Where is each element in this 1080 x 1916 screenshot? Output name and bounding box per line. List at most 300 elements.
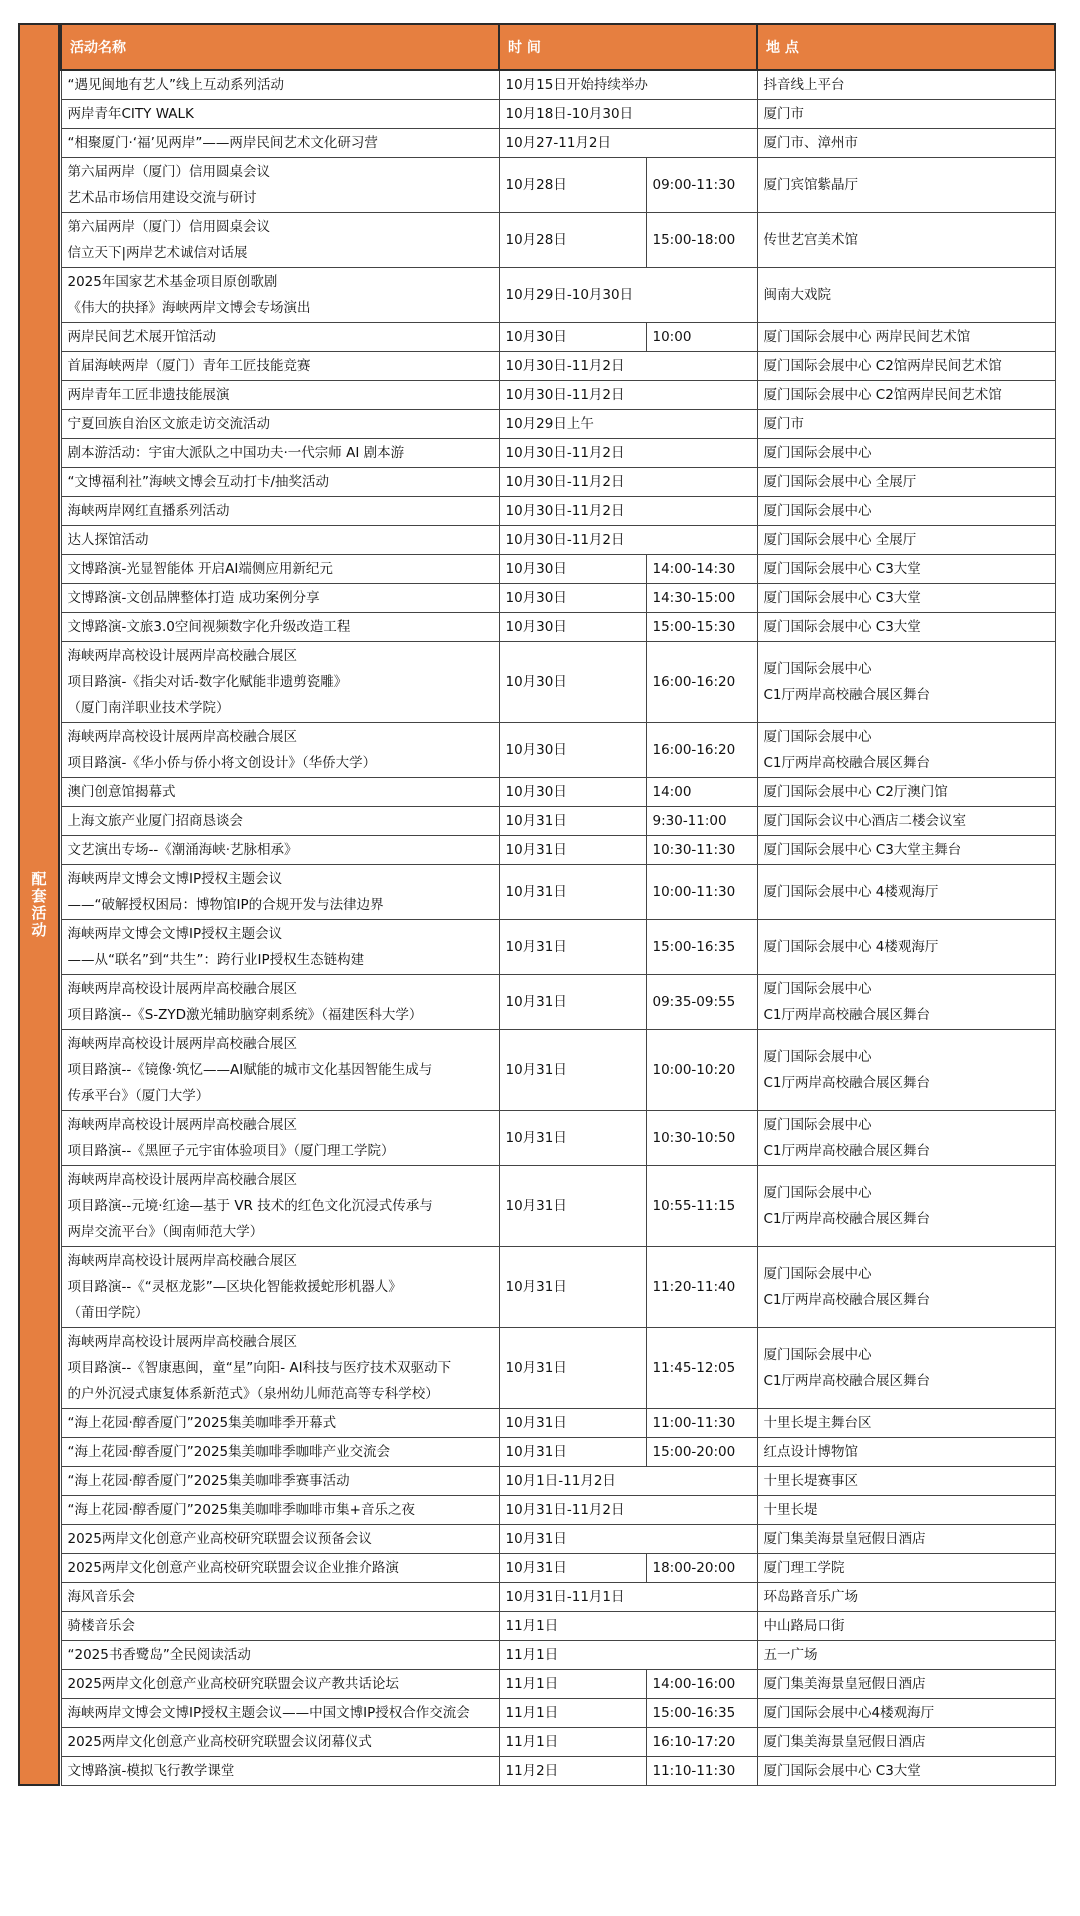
table-row bbox=[61, 1467, 1055, 1496]
table-row bbox=[61, 778, 1055, 807]
activity-place-line: 厦门国际会展中心 C3大堂 bbox=[763, 1763, 921, 1779]
activity-name bbox=[61, 129, 499, 158]
activity-name-line: 艺术品市场信用建设交流与研讨 bbox=[67, 190, 257, 206]
table-row bbox=[61, 1525, 1055, 1554]
activity-name bbox=[61, 1728, 499, 1757]
activity-time: 15:00-15:30 bbox=[646, 613, 757, 642]
activity-time: 11:45-12:05 bbox=[646, 1328, 757, 1409]
activity-place bbox=[757, 410, 1055, 439]
activity-date: 10月31日 bbox=[499, 1030, 646, 1111]
activity-name-line: （莆田学院） bbox=[67, 1305, 149, 1321]
table-row bbox=[61, 323, 1055, 352]
table-row bbox=[61, 1757, 1055, 1786]
activity-date: 10月31日 bbox=[499, 1409, 646, 1438]
activity-time: 15:00-20:00 bbox=[646, 1438, 757, 1467]
activity-name bbox=[61, 1438, 499, 1467]
activity-place-line: C1厅两岸高校融合展区舞台 bbox=[763, 1292, 931, 1308]
activity-place-line: 厦门国际会展中心 bbox=[763, 1266, 872, 1282]
activity-date: 11月2日 bbox=[499, 1757, 646, 1786]
activity-name bbox=[61, 1496, 499, 1525]
activity-name-line: 海峡两岸高校设计展两岸高校融合展区 bbox=[67, 729, 297, 745]
activity-place bbox=[757, 1757, 1055, 1786]
activity-place bbox=[757, 1438, 1055, 1467]
activity-place-line: 厦门国际会展中心4楼观海厅 bbox=[763, 1705, 935, 1721]
activity-name-line: 澳门创意馆揭幕式 bbox=[67, 784, 176, 800]
activity-name-line: 海峡两岸文博会文博IP授权主题会议——中国文博IP授权合作交流会 bbox=[67, 1705, 470, 1721]
activity-name-line: 海峡两岸高校设计展两岸高校融合展区 bbox=[67, 648, 297, 664]
activity-name bbox=[61, 1554, 499, 1583]
activity-place-line: 厦门国际会展中心 C3大堂 bbox=[763, 590, 921, 606]
activity-date: 11月1日 bbox=[499, 1699, 646, 1728]
activity-place bbox=[757, 1328, 1055, 1409]
activity-name-line: 两岸青年CITY WALK bbox=[67, 106, 194, 122]
activity-name bbox=[61, 100, 499, 129]
activity-place-line: 厦门国际会展中心 C3大堂主舞台 bbox=[763, 842, 962, 858]
activity-date: 10月31日 bbox=[499, 1328, 646, 1409]
activity-place bbox=[757, 352, 1055, 381]
activity-date: 11月1日 bbox=[499, 1641, 757, 1670]
activity-name bbox=[61, 1247, 499, 1328]
activity-name-line: “海上花园·醇香厦门”2025集美咖啡季咖啡产业交流会 bbox=[67, 1444, 391, 1460]
activity-place-line: 厦门国际会展中心 bbox=[763, 729, 872, 745]
activity-place bbox=[757, 836, 1055, 865]
activity-name-line: 两岸青年工匠非遗技能展演 bbox=[67, 387, 230, 403]
activity-place bbox=[757, 323, 1055, 352]
header-place: 地 点 bbox=[757, 24, 1055, 70]
activity-place bbox=[757, 1612, 1055, 1641]
side-label-text: 配套活动 bbox=[29, 870, 48, 939]
activity-place bbox=[757, 381, 1055, 410]
activity-time: 11:10-11:30 bbox=[646, 1757, 757, 1786]
activity-place bbox=[757, 1030, 1055, 1111]
activity-name bbox=[61, 1328, 499, 1409]
activity-time: 15:00-16:35 bbox=[646, 1699, 757, 1728]
activity-place-line: 厦门国际会展中心 bbox=[763, 503, 872, 519]
activity-name-line: “2025书香鹭岛”全民阅读活动 bbox=[67, 1647, 251, 1663]
activity-place-line: 中山路局口街 bbox=[763, 1618, 845, 1634]
activity-place-line: 厦门国际会展中心 C3大堂 bbox=[763, 619, 921, 635]
activity-name-line: 两岸交流平台》（闽南师范大学） bbox=[67, 1224, 264, 1240]
activity-place bbox=[757, 1496, 1055, 1525]
activity-place-line: 厦门市 bbox=[763, 416, 804, 432]
activity-date: 10月30日-11月2日 bbox=[499, 352, 757, 381]
activity-date: 10月30日-11月2日 bbox=[499, 439, 757, 468]
activity-table bbox=[60, 23, 1056, 1786]
activity-name bbox=[61, 807, 499, 836]
table-row bbox=[61, 439, 1055, 468]
table-row bbox=[61, 381, 1055, 410]
activity-name bbox=[61, 526, 499, 555]
activity-place-line: 厦门国际会展中心 bbox=[763, 661, 872, 677]
activity-place-line: 厦门国际会展中心 C2厅澳门馆 bbox=[763, 784, 948, 800]
activity-name-line: 海峡两岸高校设计展两岸高校融合展区 bbox=[67, 981, 297, 997]
activity-date: 10月30日-11月2日 bbox=[499, 381, 757, 410]
activity-time: 16:00-16:20 bbox=[646, 723, 757, 778]
activity-name-line: “相聚厦门·‘福’见两岸”——两岸民间艺术文化研习营 bbox=[67, 135, 378, 151]
activity-name-line: 项目路演--《S-ZYD激光辅助脑穿刺系统》（福建医科大学） bbox=[67, 1007, 423, 1023]
activity-place bbox=[757, 975, 1055, 1030]
activity-date: 10月18日-10月30日 bbox=[499, 100, 757, 129]
activity-place bbox=[757, 213, 1055, 268]
activity-name-line: “海上花园·醇香厦门”2025集美咖啡季开幕式 bbox=[67, 1415, 337, 1431]
activity-time: 16:10-17:20 bbox=[646, 1728, 757, 1757]
activity-date: 10月31日 bbox=[499, 1111, 646, 1166]
activity-time: 10:00-10:20 bbox=[646, 1030, 757, 1111]
activity-place bbox=[757, 613, 1055, 642]
activity-date: 10月30日-11月2日 bbox=[499, 526, 757, 555]
activity-name bbox=[61, 584, 499, 613]
activity-place bbox=[757, 1641, 1055, 1670]
activity-date: 10月15日开始持续举办 bbox=[499, 70, 757, 100]
activity-name bbox=[61, 1641, 499, 1670]
activity-date: 10月30日 bbox=[499, 778, 646, 807]
activity-place-line: 厦门国际会展中心 bbox=[763, 1347, 872, 1363]
activity-name bbox=[61, 1166, 499, 1247]
activity-place bbox=[757, 1409, 1055, 1438]
activity-date: 10月27-11月2日 bbox=[499, 129, 757, 158]
activity-place-line: C1厅两岸高校融合展区舞台 bbox=[763, 755, 931, 771]
activity-name bbox=[61, 1467, 499, 1496]
table-row bbox=[61, 807, 1055, 836]
activity-name bbox=[61, 642, 499, 723]
activity-date: 10月31日 bbox=[499, 836, 646, 865]
activity-place-line: 十里长堤赛事区 bbox=[763, 1473, 858, 1489]
activity-place-line: 十里长堤 bbox=[763, 1502, 818, 1518]
activity-time: 10:30-11:30 bbox=[646, 836, 757, 865]
activity-date: 10月31日-11月1日 bbox=[499, 1583, 757, 1612]
schedule-table bbox=[18, 23, 1054, 1786]
activity-name-line: 宁夏回族自治区文旅走访交流活动 bbox=[67, 416, 270, 432]
activity-place bbox=[757, 1247, 1055, 1328]
activity-time: 09:00-11:30 bbox=[646, 158, 757, 213]
activity-name-line: 上海文旅产业厦门招商恳谈会 bbox=[67, 813, 243, 829]
activity-date: 10月31日 bbox=[499, 1525, 757, 1554]
activity-name bbox=[61, 410, 499, 439]
table-row bbox=[61, 613, 1055, 642]
activity-date: 10月31日 bbox=[499, 920, 646, 975]
activity-place bbox=[757, 526, 1055, 555]
table-row bbox=[61, 352, 1055, 381]
activity-name-line: 剧本游活动：宇宙大派队之中国功夫·一代宗师 AI 剧本游 bbox=[67, 445, 405, 461]
activity-name-line: 第六届两岸（厦门）信用圆桌会议 bbox=[67, 164, 270, 180]
activity-name-line: 海风音乐会 bbox=[67, 1589, 135, 1605]
activity-time: 15:00-18:00 bbox=[646, 213, 757, 268]
activity-date: 10月31日 bbox=[499, 807, 646, 836]
activity-name-line: ——“破解授权困局：博物馆IP的合规开发与法律边界 bbox=[67, 897, 384, 913]
activity-place-line: 厦门集美海景皇冠假日酒店 bbox=[763, 1734, 926, 1750]
activity-name-line: 文博路演-光显智能体 开启AI端侧应用新纪元 bbox=[67, 561, 333, 577]
activity-place bbox=[757, 1554, 1055, 1583]
activity-name bbox=[61, 497, 499, 526]
activity-date: 11月1日 bbox=[499, 1670, 646, 1699]
activity-place-line: 厦门国际会展中心 4楼观海厅 bbox=[763, 939, 939, 955]
activity-name bbox=[61, 555, 499, 584]
activity-name-line: 项目路演--《镜像·筑忆——AI赋能的城市文化基因智能生成与 bbox=[67, 1062, 433, 1078]
activity-name-line: 项目路演--元境·红途—基于 VR 技术的红色文化沉浸式传承与 bbox=[67, 1198, 433, 1214]
activity-place-line: 厦门集美海景皇冠假日酒店 bbox=[763, 1531, 926, 1547]
table-row bbox=[61, 642, 1055, 723]
activity-place bbox=[757, 1525, 1055, 1554]
activity-place bbox=[757, 468, 1055, 497]
activity-place-line: C1厅两岸高校融合展区舞台 bbox=[763, 687, 931, 703]
activity-name bbox=[61, 613, 499, 642]
table-row bbox=[61, 1612, 1055, 1641]
header-row bbox=[61, 24, 1055, 70]
activity-place-line: 厦门国际会展中心 bbox=[763, 1049, 872, 1065]
activity-name-line: 2025两岸文化创意产业高校研究联盟会议产教共话论坛 bbox=[67, 1676, 399, 1692]
header-name: 活动名称 bbox=[61, 24, 499, 70]
table-row bbox=[61, 158, 1055, 213]
activity-time: 14:00-14:30 bbox=[646, 555, 757, 584]
header-time: 时 间 bbox=[499, 24, 757, 70]
activity-name bbox=[61, 213, 499, 268]
activity-name-line: 项目路演--《黑匣子元宇宙体验项目》（厦门理工学院） bbox=[67, 1143, 395, 1159]
activity-place-line: 厦门国际会展中心 C3大堂 bbox=[763, 561, 921, 577]
table-row bbox=[61, 723, 1055, 778]
activity-place-line: 厦门国际会展中心 C2馆两岸民间艺术馆 bbox=[763, 358, 1002, 374]
activity-name-line: 项目路演-《华小侨与侨小将文创设计》（华侨大学） bbox=[67, 755, 377, 771]
table-row bbox=[61, 100, 1055, 129]
activity-name bbox=[61, 1583, 499, 1612]
activity-name-line: 海峡两岸文博会文博IP授权主题会议 bbox=[67, 871, 283, 887]
activity-place bbox=[757, 100, 1055, 129]
activity-place bbox=[757, 439, 1055, 468]
activity-place-line: 厦门宾馆紫晶厅 bbox=[763, 177, 858, 193]
activity-name-line: 项目路演--《智康惠闽，童“星”向阳- AI科技与医疗技术双驱动下 bbox=[67, 1360, 452, 1376]
activity-place bbox=[757, 920, 1055, 975]
activity-place-line: 厦门国际会展中心 4楼观海厅 bbox=[763, 884, 939, 900]
activity-name-line: 文博路演-文创品牌整体打造 成功案例分享 bbox=[67, 590, 320, 606]
activity-name-line: 《伟大的抉择》海峡两岸文博会专场演出 bbox=[67, 300, 311, 316]
activity-name bbox=[61, 323, 499, 352]
activity-date: 10月30日 bbox=[499, 584, 646, 613]
activity-time: 14:30-15:00 bbox=[646, 584, 757, 613]
activity-name-line: 海峡两岸高校设计展两岸高校融合展区 bbox=[67, 1036, 297, 1052]
activity-name bbox=[61, 268, 499, 323]
activity-name-line: 文博路演-模拟飞行教学课堂 bbox=[67, 1763, 235, 1779]
activity-name-line: 第六届两岸（厦门）信用圆桌会议 bbox=[67, 219, 270, 235]
activity-date: 10月30日 bbox=[499, 323, 646, 352]
activity-place bbox=[757, 158, 1055, 213]
activity-date: 10月31日 bbox=[499, 865, 646, 920]
activity-date: 10月31日 bbox=[499, 1166, 646, 1247]
activity-date: 10月30日 bbox=[499, 555, 646, 584]
activity-place-line: C1厅两岸高校融合展区舞台 bbox=[763, 1075, 931, 1091]
activity-time: 18:00-20:00 bbox=[646, 1554, 757, 1583]
activity-date: 10月30日-11月2日 bbox=[499, 497, 757, 526]
activity-name-line: “遇见闽地有艺人”线上互动系列活动 bbox=[67, 77, 284, 93]
table-row bbox=[61, 865, 1055, 920]
activity-name-line: （厦门南洋职业技术学院） bbox=[67, 700, 230, 716]
activity-place bbox=[757, 778, 1055, 807]
activity-place bbox=[757, 642, 1055, 723]
activity-place bbox=[757, 1699, 1055, 1728]
activity-time: 10:00-11:30 bbox=[646, 865, 757, 920]
activity-date: 10月31日 bbox=[499, 1247, 646, 1328]
activity-name-line: “海上花园·醇香厦门”2025集美咖啡季赛事活动 bbox=[67, 1473, 350, 1489]
table-row bbox=[61, 1247, 1055, 1328]
activity-name-line: 文博路演-文旅3.0空间视频数字化升级改造工程 bbox=[67, 619, 351, 635]
activity-date: 10月30日 bbox=[499, 642, 646, 723]
table-row bbox=[61, 1699, 1055, 1728]
table-row bbox=[61, 836, 1055, 865]
activity-name bbox=[61, 1757, 499, 1786]
table-row bbox=[61, 1670, 1055, 1699]
activity-name-line: 海峡两岸高校设计展两岸高校融合展区 bbox=[67, 1334, 297, 1350]
activity-date: 10月30日 bbox=[499, 723, 646, 778]
activity-place-line: C1厅两岸高校融合展区舞台 bbox=[763, 1211, 931, 1227]
activity-date: 10月29日-10月30日 bbox=[499, 268, 757, 323]
activity-name-line: 海峡两岸文博会文博IP授权主题会议 bbox=[67, 926, 283, 942]
activity-place-line: 厦门国际会展中心 两岸民间艺术馆 bbox=[763, 329, 971, 345]
table-row bbox=[61, 497, 1055, 526]
activity-time: 14:00 bbox=[646, 778, 757, 807]
activity-name bbox=[61, 723, 499, 778]
table-row bbox=[61, 70, 1055, 100]
activity-place-line: 厦门国际会议中心酒店二楼会议室 bbox=[763, 813, 966, 829]
activity-date: 10月31日-11月2日 bbox=[499, 1496, 757, 1525]
table-row bbox=[61, 584, 1055, 613]
activity-place-line: 厦门国际会展中心 bbox=[763, 445, 872, 461]
activity-name bbox=[61, 865, 499, 920]
table-row bbox=[61, 1328, 1055, 1409]
table-row bbox=[61, 1166, 1055, 1247]
table-row bbox=[61, 920, 1055, 975]
activity-name-line: 海峡两岸高校设计展两岸高校融合展区 bbox=[67, 1172, 297, 1188]
activity-place-line: C1厅两岸高校融合展区舞台 bbox=[763, 1373, 931, 1389]
activity-date: 10月30日-11月2日 bbox=[499, 468, 757, 497]
table-row bbox=[61, 410, 1055, 439]
activity-name-line: 海峡两岸网红直播系列活动 bbox=[67, 503, 230, 519]
activity-name-line: 骑楼音乐会 bbox=[67, 1618, 135, 1634]
activity-name-line: ——从“联名”到“共生”：跨行业IP授权生态链构建 bbox=[67, 952, 365, 968]
activity-place-line: 抖音线上平台 bbox=[763, 77, 845, 93]
activity-place-line: 厦门国际会展中心 bbox=[763, 981, 872, 997]
activity-place bbox=[757, 70, 1055, 100]
activity-place bbox=[757, 555, 1055, 584]
table-row bbox=[61, 468, 1055, 497]
activity-name-line: 2025年国家艺术基金项目原创歌剧 bbox=[67, 274, 278, 290]
activity-name-line: 2025两岸文化创意产业高校研究联盟会议闭幕仪式 bbox=[67, 1734, 372, 1750]
activity-place bbox=[757, 1728, 1055, 1757]
activity-place bbox=[757, 723, 1055, 778]
activity-date: 11月1日 bbox=[499, 1612, 757, 1641]
activity-place bbox=[757, 497, 1055, 526]
activity-name-line: 海峡两岸高校设计展两岸高校融合展区 bbox=[67, 1117, 297, 1133]
activity-time: 15:00-16:35 bbox=[646, 920, 757, 975]
activity-time: 10:30-10:50 bbox=[646, 1111, 757, 1166]
activity-time: 10:00 bbox=[646, 323, 757, 352]
table-row bbox=[61, 1496, 1055, 1525]
activity-name-line: 的户外沉浸式康复体系新范式》（泉州幼儿师范高等专科学校） bbox=[67, 1386, 439, 1402]
activity-name bbox=[61, 468, 499, 497]
activity-date: 10月29日上午 bbox=[499, 410, 757, 439]
table-row bbox=[61, 1554, 1055, 1583]
table-row bbox=[61, 1438, 1055, 1467]
activity-name bbox=[61, 381, 499, 410]
table-row bbox=[61, 268, 1055, 323]
activity-name-line: 达人探馆活动 bbox=[67, 532, 149, 548]
activity-time: 11:20-11:40 bbox=[646, 1247, 757, 1328]
activity-date: 11月1日 bbox=[499, 1728, 646, 1757]
activity-name-line: 文艺演出专场--《潮涌海峡·艺脉相承》 bbox=[67, 842, 298, 858]
table-row bbox=[61, 555, 1055, 584]
table-row bbox=[61, 975, 1055, 1030]
table-row bbox=[61, 526, 1055, 555]
activity-place bbox=[757, 1166, 1055, 1247]
activity-name-line: 海峡两岸高校设计展两岸高校融合展区 bbox=[67, 1253, 297, 1269]
activity-place-line: 厦门国际会展中心 bbox=[763, 1185, 872, 1201]
activity-time: 9:30-11:00 bbox=[646, 807, 757, 836]
activity-place-line: 厦门国际会展中心 bbox=[763, 1117, 872, 1133]
activity-place-line: 厦门国际会展中心 全展厅 bbox=[763, 474, 917, 490]
activity-name bbox=[61, 1699, 499, 1728]
activity-name-line: “文博福利社”海峡文博会互动打卡/抽奖活动 bbox=[67, 474, 330, 490]
activity-name-line: 2025两岸文化创意产业高校研究联盟会议预备会议 bbox=[67, 1531, 372, 1547]
activity-date: 10月31日 bbox=[499, 975, 646, 1030]
activity-place-line: 厦门市 bbox=[763, 106, 804, 122]
activity-place bbox=[757, 1583, 1055, 1612]
activity-place-line: 厦门国际会展中心 C2馆两岸民间艺术馆 bbox=[763, 387, 1002, 403]
activity-place bbox=[757, 807, 1055, 836]
side-category-label bbox=[18, 23, 60, 1786]
table-row bbox=[61, 1583, 1055, 1612]
activity-time: 16:00-16:20 bbox=[646, 642, 757, 723]
activity-date: 10月28日 bbox=[499, 158, 646, 213]
table-row bbox=[61, 1111, 1055, 1166]
table-row bbox=[61, 1030, 1055, 1111]
activity-name-line: 项目路演--《“灵枢龙影”—区块化智能救援蛇形机器人》 bbox=[67, 1279, 402, 1295]
activity-name-line: 项目路演-《指尖对话-数字化赋能非遗剪瓷雕》 bbox=[67, 674, 348, 690]
activity-name-line: 两岸民间艺术展开馆活动 bbox=[67, 329, 216, 345]
activity-name bbox=[61, 352, 499, 381]
activity-name bbox=[61, 778, 499, 807]
activity-place-line: 红点设计博物馆 bbox=[763, 1444, 858, 1460]
activity-name bbox=[61, 1030, 499, 1111]
activity-place-line: 闽南大戏院 bbox=[763, 287, 831, 303]
activity-place-line: 十里长堤主舞台区 bbox=[763, 1415, 872, 1431]
activity-date: 10月31日 bbox=[499, 1438, 646, 1467]
activity-name-line: 传承平台》（厦门大学） bbox=[67, 1088, 210, 1104]
table-row bbox=[61, 1409, 1055, 1438]
table-row bbox=[61, 1728, 1055, 1757]
activity-name-line: 2025两岸文化创意产业高校研究联盟会议企业推介路演 bbox=[67, 1560, 399, 1576]
activity-name bbox=[61, 1612, 499, 1641]
activity-place-line: C1厅两岸高校融合展区舞台 bbox=[763, 1007, 931, 1023]
activity-name bbox=[61, 836, 499, 865]
activity-place-line: 环岛路音乐广场 bbox=[763, 1589, 858, 1605]
activity-name bbox=[61, 158, 499, 213]
activity-place-line: 传世艺宫美术馆 bbox=[763, 232, 858, 248]
activity-time: 09:35-09:55 bbox=[646, 975, 757, 1030]
activity-name bbox=[61, 1670, 499, 1699]
activity-time: 11:00-11:30 bbox=[646, 1409, 757, 1438]
activity-name bbox=[61, 1525, 499, 1554]
activity-place-line: 五一广场 bbox=[763, 1647, 818, 1663]
activity-place bbox=[757, 1670, 1055, 1699]
activity-name bbox=[61, 70, 499, 100]
activity-place bbox=[757, 584, 1055, 613]
activity-place-line: 厦门市、漳州市 bbox=[763, 135, 858, 151]
activity-place-line: 厦门国际会展中心 全展厅 bbox=[763, 532, 917, 548]
activity-place bbox=[757, 268, 1055, 323]
activity-time: 14:00-16:00 bbox=[646, 1670, 757, 1699]
activity-time: 10:55-11:15 bbox=[646, 1166, 757, 1247]
activity-name bbox=[61, 975, 499, 1030]
activity-place bbox=[757, 1467, 1055, 1496]
activity-name bbox=[61, 920, 499, 975]
activity-place-line: 厦门集美海景皇冠假日酒店 bbox=[763, 1676, 926, 1692]
